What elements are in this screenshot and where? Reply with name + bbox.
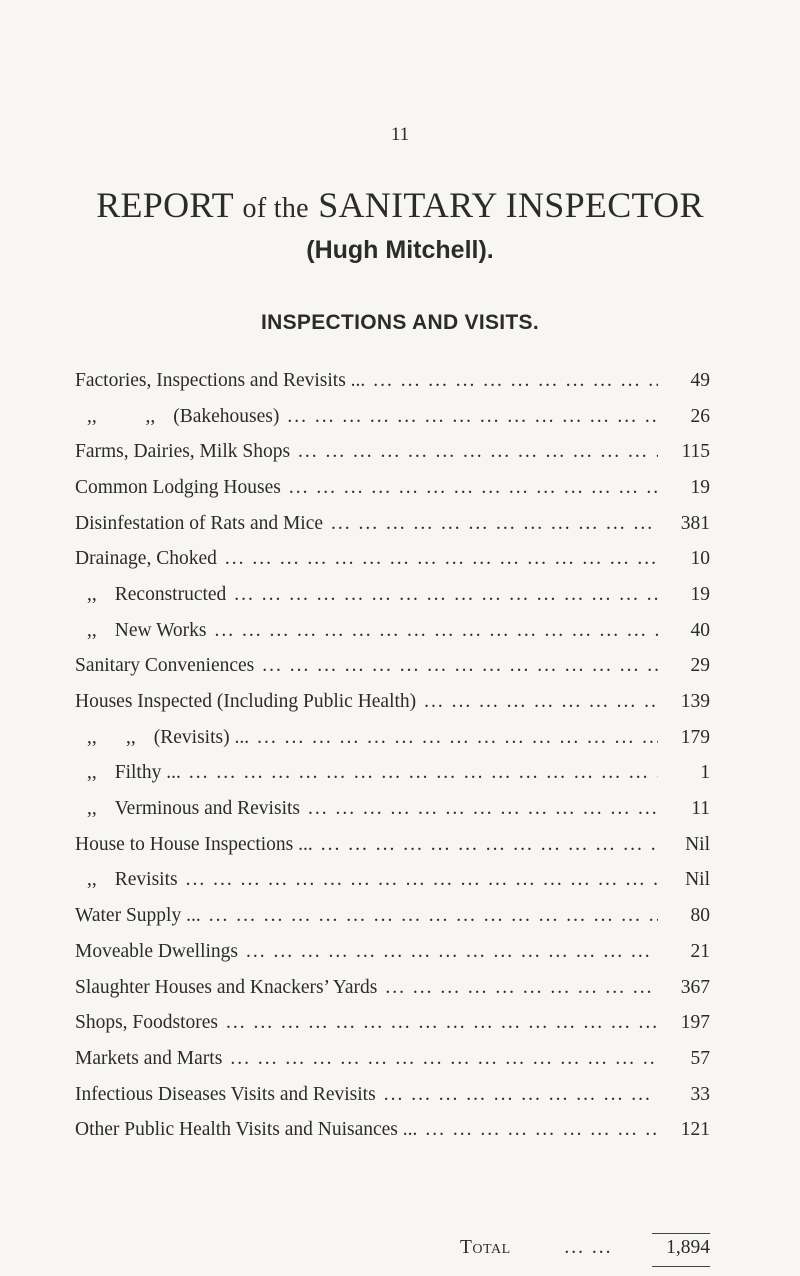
row-label <box>75 798 300 820</box>
row-value: 121 <box>680 1119 710 1141</box>
leader-dots <box>298 441 658 463</box>
table-row <box>75 470 710 506</box>
row-label-text: Other Public Health Visits and Nuisances ... <box>75 1119 418 1141</box>
row-label <box>75 406 279 428</box>
row-label-text: Drainage, Choked <box>75 548 217 570</box>
leader-dots <box>246 941 658 963</box>
table-row <box>75 827 710 863</box>
row-label <box>75 1084 376 1106</box>
ditto-mark: ,, ,, <box>87 726 136 748</box>
row-label-text: Filthy ... <box>114 762 181 784</box>
leader-dots <box>425 1119 658 1141</box>
row-label-text: Houses Inspected (Including Public Health) <box>75 691 417 713</box>
ditto-mark: ,, ,, <box>87 405 156 427</box>
table-row <box>75 1005 710 1041</box>
row-label <box>75 905 201 927</box>
leader-dots <box>308 798 658 820</box>
row-label <box>75 691 416 713</box>
table-row <box>75 720 710 756</box>
title-of-the: of the <box>242 193 309 224</box>
section-heading: INSPECTIONS AND VISITS. <box>261 311 539 334</box>
leader-dots <box>262 655 658 677</box>
row-label <box>75 869 178 891</box>
total-dots: ... ... <box>564 1237 613 1258</box>
leader-dots <box>321 834 658 856</box>
row-label <box>75 620 207 642</box>
table-row <box>75 649 710 685</box>
page-number: 11 <box>390 124 410 145</box>
table-row <box>75 1077 710 1113</box>
row-label-text: Markets and Marts <box>75 1047 223 1069</box>
leader-dots <box>385 977 658 999</box>
row-value: 26 <box>690 405 710 427</box>
leader-dots <box>234 584 658 606</box>
leader-dots <box>424 691 658 713</box>
inspector-name: (Hugh Mitchell). <box>306 236 494 264</box>
row-value: 49 <box>690 369 710 391</box>
title-report: REPORT <box>96 185 234 225</box>
table-row <box>75 399 710 435</box>
row-label <box>75 548 217 570</box>
table-row <box>75 541 710 577</box>
row-label-text: Verminous and Revisits <box>114 798 300 820</box>
leader-dots <box>331 513 658 535</box>
title-sanitary-inspector: SANITARY INSPECTOR <box>318 185 704 225</box>
row-label-text: Disinfestation of Rats and Mice <box>75 512 324 534</box>
row-label <box>75 370 365 392</box>
row-label <box>75 441 290 463</box>
row-label-text: House to House Inspections ... <box>75 833 313 855</box>
ditto-mark: ,, <box>87 619 97 641</box>
ditto-mark: ,, <box>87 583 97 605</box>
row-value: 10 <box>690 548 710 570</box>
ditto-mark: ,, <box>87 869 97 891</box>
row-value: 11 <box>691 798 710 820</box>
row-value: 33 <box>690 1083 710 1105</box>
row-label-text: (Revisits) ... <box>153 726 250 748</box>
table-row <box>75 506 710 542</box>
row-label-text: Sanitary Conveniences <box>75 655 255 677</box>
table-row <box>75 898 710 934</box>
row-label-text: Reconstructed <box>114 583 227 605</box>
row-value: 139 <box>680 691 710 713</box>
table-row <box>75 756 710 792</box>
total-rule-top <box>652 1233 710 1234</box>
row-label <box>75 762 181 784</box>
table-row <box>75 934 710 970</box>
row-value: 19 <box>690 476 710 498</box>
row-value: 1 <box>700 762 710 784</box>
row-label <box>75 1012 218 1034</box>
row-value: 21 <box>690 940 710 962</box>
row-label <box>75 477 281 499</box>
leader-dots <box>289 477 658 499</box>
leader-dots <box>226 1012 658 1034</box>
row-label-text: Shops, Foodstores <box>75 1012 219 1034</box>
row-label <box>75 977 377 999</box>
leader-dots <box>189 762 658 784</box>
row-label <box>75 513 323 535</box>
total-row <box>460 1237 710 1259</box>
row-label <box>75 941 238 963</box>
row-label-text: New Works <box>114 619 207 641</box>
page-title <box>0 184 800 226</box>
row-label <box>75 727 249 749</box>
row-value: 80 <box>690 905 710 927</box>
total-rule-bottom <box>652 1266 710 1267</box>
table-row <box>75 577 710 613</box>
row-label-text: Moveable Dwellings <box>75 940 239 962</box>
ditto-mark: ,, <box>87 762 97 784</box>
table-row <box>75 613 710 649</box>
row-label <box>75 584 226 606</box>
row-value: 197 <box>680 1012 710 1034</box>
leader-dots <box>225 548 658 570</box>
row-value: Nil <box>685 869 710 891</box>
row-label <box>75 655 254 677</box>
leader-dots <box>384 1084 658 1106</box>
table-row <box>75 863 710 899</box>
row-label-text: Factories, Inspections and Revisits ... <box>75 369 366 391</box>
row-label-text: Revisits <box>114 869 178 891</box>
leader-dots <box>373 370 658 392</box>
table-row <box>75 1112 710 1148</box>
row-value: 179 <box>680 726 710 748</box>
table-row <box>75 434 710 470</box>
row-value: 367 <box>680 976 710 998</box>
leader-dots <box>209 905 658 927</box>
table-row <box>75 970 710 1006</box>
row-value: Nil <box>685 833 710 855</box>
table-row <box>75 791 710 827</box>
row-label-text: Common Lodging Houses <box>75 476 281 498</box>
leader-dots <box>230 1048 658 1070</box>
row-value: 115 <box>681 441 710 463</box>
table-row <box>75 1041 710 1077</box>
table-row <box>75 363 710 399</box>
ditto-mark: ,, <box>87 798 97 820</box>
row-value: 19 <box>690 583 710 605</box>
total-value: 1,894 <box>666 1237 710 1258</box>
leader-dots <box>215 620 658 642</box>
row-value: 29 <box>690 655 710 677</box>
row-value: 381 <box>680 512 710 534</box>
row-label <box>75 834 313 856</box>
row-label-text: Slaughter Houses and Knackers’ Yards <box>75 976 378 998</box>
leader-dots <box>287 406 658 428</box>
row-value: 57 <box>690 1047 710 1069</box>
leader-dots <box>186 869 658 891</box>
leader-dots <box>257 727 658 749</box>
row-label-text: (Bakehouses) <box>173 405 280 427</box>
table-row <box>75 684 710 720</box>
row-label <box>75 1048 222 1070</box>
row-label-text: Farms, Dairies, Milk Shops <box>75 441 291 463</box>
inspections-table <box>75 363 710 1148</box>
row-value: 40 <box>690 619 710 641</box>
row-label-text: Water Supply ... <box>75 905 201 927</box>
total-label: Total <box>460 1237 511 1258</box>
row-label-text: Infectious Diseases Visits and Revisits <box>75 1083 376 1105</box>
row-label <box>75 1119 417 1141</box>
